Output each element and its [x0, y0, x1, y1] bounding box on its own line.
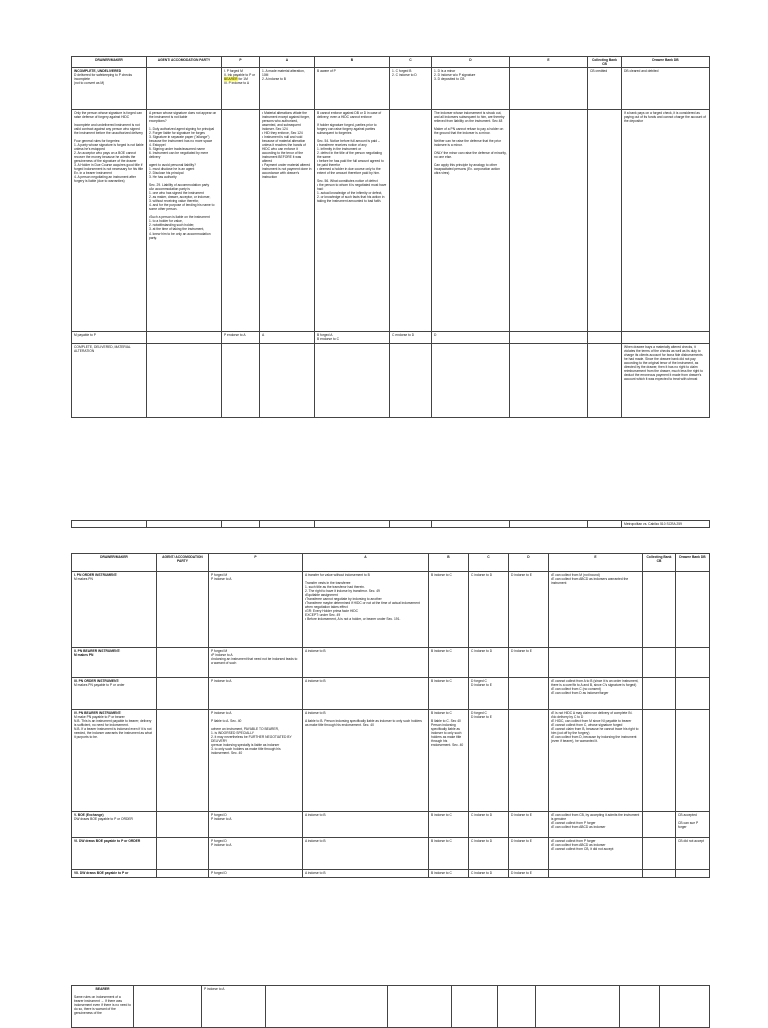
row-title: BEARER — [95, 987, 110, 991]
table-cell — [388, 986, 452, 1028]
table-cell: P endorse to A — [222, 332, 260, 344]
table-cell: The indorser whose indorsement is struck out, and all indorsers subsequent to him, are thereby relieved from liability on the instrument. Sec 48 Maker of a PN cannot refuse to pay a holder on the ground that the indorser is a minor. Neither can he raise the defense that the prior indorsee is a minor. ONLY the minor can raise the defense of minority, no one else. Can apply this principle by analogy to other incapacitated persons (Ex. corporation action ultra vires) — [432, 110, 510, 332]
row-title: INCOMPLETE, UNDELIVERED — [74, 69, 122, 74]
table-cell — [643, 678, 676, 710]
header-cell: AGENT/ ACCOMODATION PARTY — [147, 57, 222, 68]
table-cell: P forged M •P indorse to A •Indorsing an instrument that need not be indorsed leads to a warrant of such — [209, 648, 303, 678]
table-cell — [510, 110, 588, 332]
table-cell — [315, 344, 390, 418]
table-cell — [536, 986, 620, 1028]
header-cell: Drawee Bank DB — [622, 57, 710, 68]
row-heading-cell — [72, 870, 157, 878]
row-description: M make PN payable to P or bearer N.B. This is an instrument payable to bearer; delivery is sufficient, no need for indorsement. N.B. If a bearer instrument is indorsed even if it is not needed, the indorser warrants the instrument as what it purports to be. — [74, 715, 152, 740]
table-cell — [660, 986, 710, 1028]
table-cell: B indorse to C — [429, 812, 469, 838]
table-cell — [222, 110, 260, 332]
table-cell: D forged C D indorse to E — [469, 710, 509, 812]
table-cell: A indorse to B — [303, 838, 429, 870]
table-cell: 1. A made material alteration, 10M 2. A indorse to B — [260, 68, 315, 110]
table-cell — [510, 332, 588, 344]
table-cell — [157, 870, 209, 878]
row-heading-cell — [72, 648, 157, 678]
table-cell: •E cannot collect from A to B (since it is an order instrument, there is a cure/fix to A and B, since C's signature is forged) •E can collect from C (no consent) •E can collect from D as indorser/forger — [549, 678, 643, 710]
table-cell: • Material alterations vitiate the instrument except against forger, persons who authorized, assented, and subsequent indorser. Sec 124 • HID they enforce, Sec 124 • Instrument is null and void because of material alteration unless it reaches the hands of HIDC who can enforce it according to the tenor of the instrument BEFORE it was altered • Payment under material altered instrument is not payment done in accordance with drawer's instruction — [260, 110, 315, 332]
header-cell: A — [260, 57, 315, 68]
header-cell: E — [510, 57, 588, 68]
table-cell — [588, 344, 622, 418]
header-cell: DRAWER/MAKER — [72, 57, 147, 68]
table-cell: CB credited — [588, 68, 622, 110]
liability-table-2 — [71, 553, 710, 878]
table-cell: D indorse to E — [509, 648, 549, 678]
table-cell: A indorse to B — [303, 678, 429, 710]
table-cell: Only the person whose signature is forged can raise defense of forgery against HIDC Incomplete and undelivered instrument is not valid contract against any person who signed the instrument before the unauthorized delivery Four general rules for forgeries: 1. A party whose signature is forged is not liable unless he's estopped 2. An acceptor who pays on a BOE cannot recover the money because he admits the genuineness of the signature of the drawer 3. A Holder in Due Course acquires good title if forged indorsement is not necessary for his title Ex. in a bearer instrument 4. A person negotiating an instrument after forgery is liable (due to warranties) — [72, 110, 147, 332]
table-cell — [157, 710, 209, 812]
table-cell — [452, 986, 498, 1028]
table-cell: B aware of P — [315, 68, 390, 110]
table-row — [72, 838, 710, 870]
table-cell — [222, 68, 260, 110]
header-cell: B — [429, 554, 469, 572]
table-row — [72, 344, 710, 418]
table-cell: •E cannot collect from P forger •E can collect from ABCD as indorser •E cannot collect from CB, it did not accept — [549, 838, 643, 870]
table-cell — [222, 344, 260, 418]
table-cell: B indorse to C — [429, 572, 469, 648]
table-cell: A indorse to B — [303, 648, 429, 678]
table-cell: •E is not HIDC A may claim non delivery of complete IN. •No delivery by C to D •E HIDC, can collect from M since NI payable to bearer •E cannot collect from C, whose signature forged •E cannot claim from B, because he cannot trace his right to him (cut off by the forgery) •E can collect from D, because by indorsing the instrument (even if bearer), he warranted it. — [549, 710, 643, 812]
table-cell: C endorse to D — [390, 332, 432, 344]
table-cell — [147, 332, 222, 344]
table-cell: D indorse to E — [509, 572, 549, 648]
table-cell — [157, 838, 209, 870]
table-cell — [588, 110, 622, 332]
table-cell — [147, 521, 222, 528]
table-cell: C indorse to D — [469, 572, 509, 648]
table-cell: D indorse to E — [509, 812, 549, 838]
table-cell — [622, 332, 710, 344]
table-cell — [509, 678, 549, 710]
header-cell: D — [432, 57, 510, 68]
table-cell — [676, 870, 710, 878]
table-cell — [509, 710, 549, 812]
table-cell — [498, 986, 536, 1028]
header-cell: Drawee Bank DB — [676, 554, 710, 572]
table-row — [72, 572, 710, 648]
table-cell: 1. D is a minor 2. D indorse w/o P signature 3. D deposited to CB — [432, 68, 510, 110]
table-cell — [72, 521, 147, 528]
table-row — [72, 68, 710, 110]
table-cell: P forged D P indorse to A — [209, 838, 303, 870]
row-title: VII. DW draws BOE payable to P or — [74, 871, 129, 875]
table-cell — [676, 648, 710, 678]
row-description: D delivered for safekeeping to P checks incomplete (not to convert as M) — [74, 73, 133, 86]
table-cell — [510, 68, 588, 110]
table-cell: If a bank pays on a forged check, it is considered as paying out of its funds and cannot charge the account of the depositor — [622, 110, 710, 332]
table-cell: B cannot enforce against DB or D in case of delivery; even a HIDC cannot enforce If holder signature forged, parties prior to forgery can raise forgery against parties subsequent to forgeries Sec. 54. Notice before full amount is paid – • transferee receives notice of any 1. infirmity in the instrument or 2. defect in the title of the person negotiating the same • before he has paid the full amount agreed to be paid therefor • deemed a holder in due course only to the extent of the amount therefore paid by him. Sec. 56. What constitutes notice of defect • the person to whom it is negotiated must have had: 1. actual knowledge of the infirmity or defect, 2. or knowledge of such facts that his action in taking the instrument amounted to bad faith. — [315, 110, 390, 332]
table-cell: P indorse to A — [209, 678, 303, 710]
row-heading-cell — [72, 812, 157, 838]
row-description: DW draws BOE payable to P or ORDER — [74, 817, 133, 822]
table-row — [72, 812, 710, 838]
table-cell: When drawee bays a materially altered checks, it violates the terms of the checks as well as its duty to charge its clients account for bona fide disbursements he had made. Since the drawee bank did not pay according to the original tenor of the instrument, as directed by the drawer, then it has no right to claim reimbursement from the drawer, much less the right to deduct the erroneous payment it made from drawer's account which it was expected to treat with utmost — [622, 344, 710, 418]
table-cell — [676, 678, 710, 710]
table-cell: B forged A B endorse to C — [315, 332, 390, 344]
row-title: V. BOE (Exchange) — [74, 813, 104, 817]
header-cell: Collecting Bank CB — [643, 554, 676, 572]
table-cell — [134, 986, 202, 1028]
table-cell: A indorse to B — [303, 870, 429, 878]
table-cell: B indorse to C — [429, 678, 469, 710]
table-cell — [147, 344, 222, 418]
table-cell — [260, 344, 315, 418]
table-cell — [390, 344, 432, 418]
row-heading-cell — [72, 838, 157, 870]
table-cell: D indorse to E — [509, 870, 549, 878]
header-cell: E — [549, 554, 643, 572]
table-row — [72, 521, 710, 528]
table-cell: M payable to P — [72, 332, 147, 344]
cell-text: I. P forged M II. Ink payable to P or — [224, 69, 256, 78]
table-cell — [390, 110, 432, 332]
liability-table-3 — [71, 985, 710, 1028]
table-cell — [390, 521, 432, 528]
table-cell — [588, 332, 622, 344]
table-cell — [432, 344, 510, 418]
table-cell — [157, 812, 209, 838]
table-cell: DB cleared and debited — [622, 68, 710, 110]
table-cell: P indorse to A P liable to A. Sec. 40 •where an instrument, PAYABLE TO BEARER, 1. is INDORSED SPECIALLY 2. it may nevertheless be FURTHER NEGOTIATED BY DELIVERY •person indorsing specially is liable as indorser 3. to only such holders as make title through his indorsement. Sec. 40 — [209, 710, 303, 812]
table-cell — [510, 344, 588, 418]
table-cell: A indorse to B A liable to B. Person indorsing specifically liable as indorser to only such holders as make title through his endorsement. Sec. 40 — [303, 710, 429, 812]
table-cell: D indorse to E — [509, 838, 549, 870]
table-cell: P indorse to A — [202, 986, 266, 1028]
row-title: IV. PN BEARER INSTRUMENT: — [74, 711, 122, 715]
header-cell: P — [209, 554, 303, 572]
table-cell — [643, 648, 676, 678]
row-heading-cell — [72, 986, 134, 1028]
row-description: M makes PN — [74, 577, 93, 582]
header-cell: AGENT/ ACCOMODATION PARTY — [157, 554, 209, 572]
table-cell: •E can collect from M (not bound) •E can collect from ABCD as indorsers warranted the instrument — [549, 572, 643, 648]
table-cell — [222, 521, 260, 528]
table-cell — [549, 648, 643, 678]
table-cell — [643, 812, 676, 838]
table-row — [72, 986, 710, 1028]
row-title: I. PN ORDER INSTRUMENT: — [74, 573, 118, 577]
citation-cell: Metropolitan vs. Cabilzo 510 SCRA 259 — [622, 521, 710, 528]
table-cell — [643, 838, 676, 870]
row-heading-cell — [72, 678, 157, 710]
liability-table-1 — [71, 56, 710, 418]
table-row — [72, 870, 710, 878]
header-cell: D — [509, 554, 549, 572]
table-cell — [510, 521, 588, 528]
table-cell: A transfer for value without indorsement to B Transfer vests in the transferee 1. such title as the transferor had therein. 2. The right to have it indorse by transferor. Sec. 49 •Equitable assignment •Transferee cannot negotiate by indorsing to another •Transferee maybe determined if HIDC or not at the time of actual indorsement when negotiation takes effect •GR: Every Holder prima facie HIDC EXCEPT: under Sec. 49 • Before indorsement, A is not a holder, or bearer under Sec. 191. — [303, 572, 429, 648]
table-cell — [549, 870, 643, 878]
row-heading-cell — [72, 68, 147, 110]
table-cell: P forged D — [209, 870, 303, 878]
cell-text: for 1M III. P indorse to A — [224, 77, 250, 86]
header-row — [72, 57, 710, 68]
table-cell — [260, 521, 315, 528]
header-cell: Collecting Bank CB — [588, 57, 622, 68]
table-cell — [315, 521, 390, 528]
table-cell — [157, 648, 209, 678]
table-cell — [676, 710, 710, 812]
table-cell — [157, 572, 209, 648]
row-heading-cell — [72, 572, 157, 648]
table-cell — [620, 986, 660, 1028]
table-row — [72, 110, 710, 332]
table-cell: B indorse to C — [429, 838, 469, 870]
table-cell: B indorse to C — [429, 648, 469, 678]
table-row — [72, 710, 710, 812]
table-cell: A person whose signature does not appear on the instrument is not liable exceptions? 1. Duly authorized agent signing for principal 2. Forger liable for signature he forges 3. Signature in separate paper ("allonge") because the instrument has no more space 4. Estoppel 5. Signing under trade/assumed name 6. Instrument can be negotiated by mere delivery agent to avoid personal liability? 1. must disclose he is an agent 2. Disclose his principal 3. He has authority Sec. 29. Liability of accommodation party •An accommodation party is 1. one who has signed the instrument 2. as maker, drawer, acceptor, or indorser, 3. without receiving value therefor, 4. and for the purpose of lending his name to some other person. •Such a person is liable on the instrument 1. to a holder for value, 2. notwithstanding such holder, 3. at the time of taking the instrument, 4. knew him to be only an accommodation party. — [147, 110, 222, 332]
page-break-strip — [71, 520, 710, 528]
table-cell — [432, 521, 510, 528]
table-cell: C indorse to D — [469, 838, 509, 870]
row-heading-cell — [72, 710, 157, 812]
row-title: VI. DW draws BOE payable to P or ORDER — [74, 839, 141, 843]
table-cell: A indorse to B — [303, 812, 429, 838]
row-title: III. PN ORDER INSTRUMENT: — [74, 679, 120, 683]
table-cell: •E can collect from CB, by accepting it admits the instrument is genuine •E cannot collect from P forger •E can collect from ABCD as indorser — [549, 812, 643, 838]
table-cell — [266, 986, 388, 1028]
row-title: II. PN BEARER INSTRUMENT: — [74, 649, 121, 653]
highlighted-text: BEARER — [224, 77, 238, 82]
header-cell: C — [469, 554, 509, 572]
row-description: M makes PN — [74, 653, 94, 658]
table-cell — [643, 572, 676, 648]
table-cell: CB did not accept — [676, 838, 710, 870]
table-row — [72, 678, 710, 710]
table-cell — [588, 521, 622, 528]
table-row — [72, 332, 710, 344]
table-cell: C indorse to D — [469, 812, 509, 838]
table-cell — [643, 870, 676, 878]
header-cell: DRAWER/MAKER — [72, 554, 157, 572]
header-cell: A — [303, 554, 429, 572]
table-cell — [643, 710, 676, 812]
header-cell: C — [390, 57, 432, 68]
table-cell: 1. C forged B 2. C indorse to D — [390, 68, 432, 110]
header-cell: P — [222, 57, 260, 68]
table-cell — [676, 572, 710, 648]
table-cell: B indorse to C — [429, 870, 469, 878]
table-cell: B indorse to C B liable to C. Sec 40 Person indorsing specifically liable as indorser to only such holders as make title through his endorsement. Sec. 40 — [429, 710, 469, 812]
header-cell: B — [315, 57, 390, 68]
table-cell: D — [432, 332, 510, 344]
header-row — [72, 554, 710, 572]
table-cell: C indorse to D — [469, 870, 509, 878]
table-row — [72, 648, 710, 678]
table-cell: P forged D P indorse to A — [209, 812, 303, 838]
table-cell: COMPLETE, DELIVERED, MATERIAL ALTERATION — [72, 344, 147, 418]
row-description: M makes PN payable to P or order — [74, 683, 125, 688]
table-cell: A — [260, 332, 315, 344]
table-cell — [157, 678, 209, 710]
row-description: Same rules on indorsement of a bearer instrument → If there was indorsement even if there is no need to do so, there is warrant of the genuineness of the — [74, 995, 131, 1016]
table-cell — [147, 68, 222, 110]
table-cell: CB accepted CB can sue P forger — [676, 812, 710, 838]
table-cell: D forged C D indorse to E — [469, 678, 509, 710]
table-cell: P forged M P indorse to A — [209, 572, 303, 648]
table-cell: C indorse to D — [469, 648, 509, 678]
